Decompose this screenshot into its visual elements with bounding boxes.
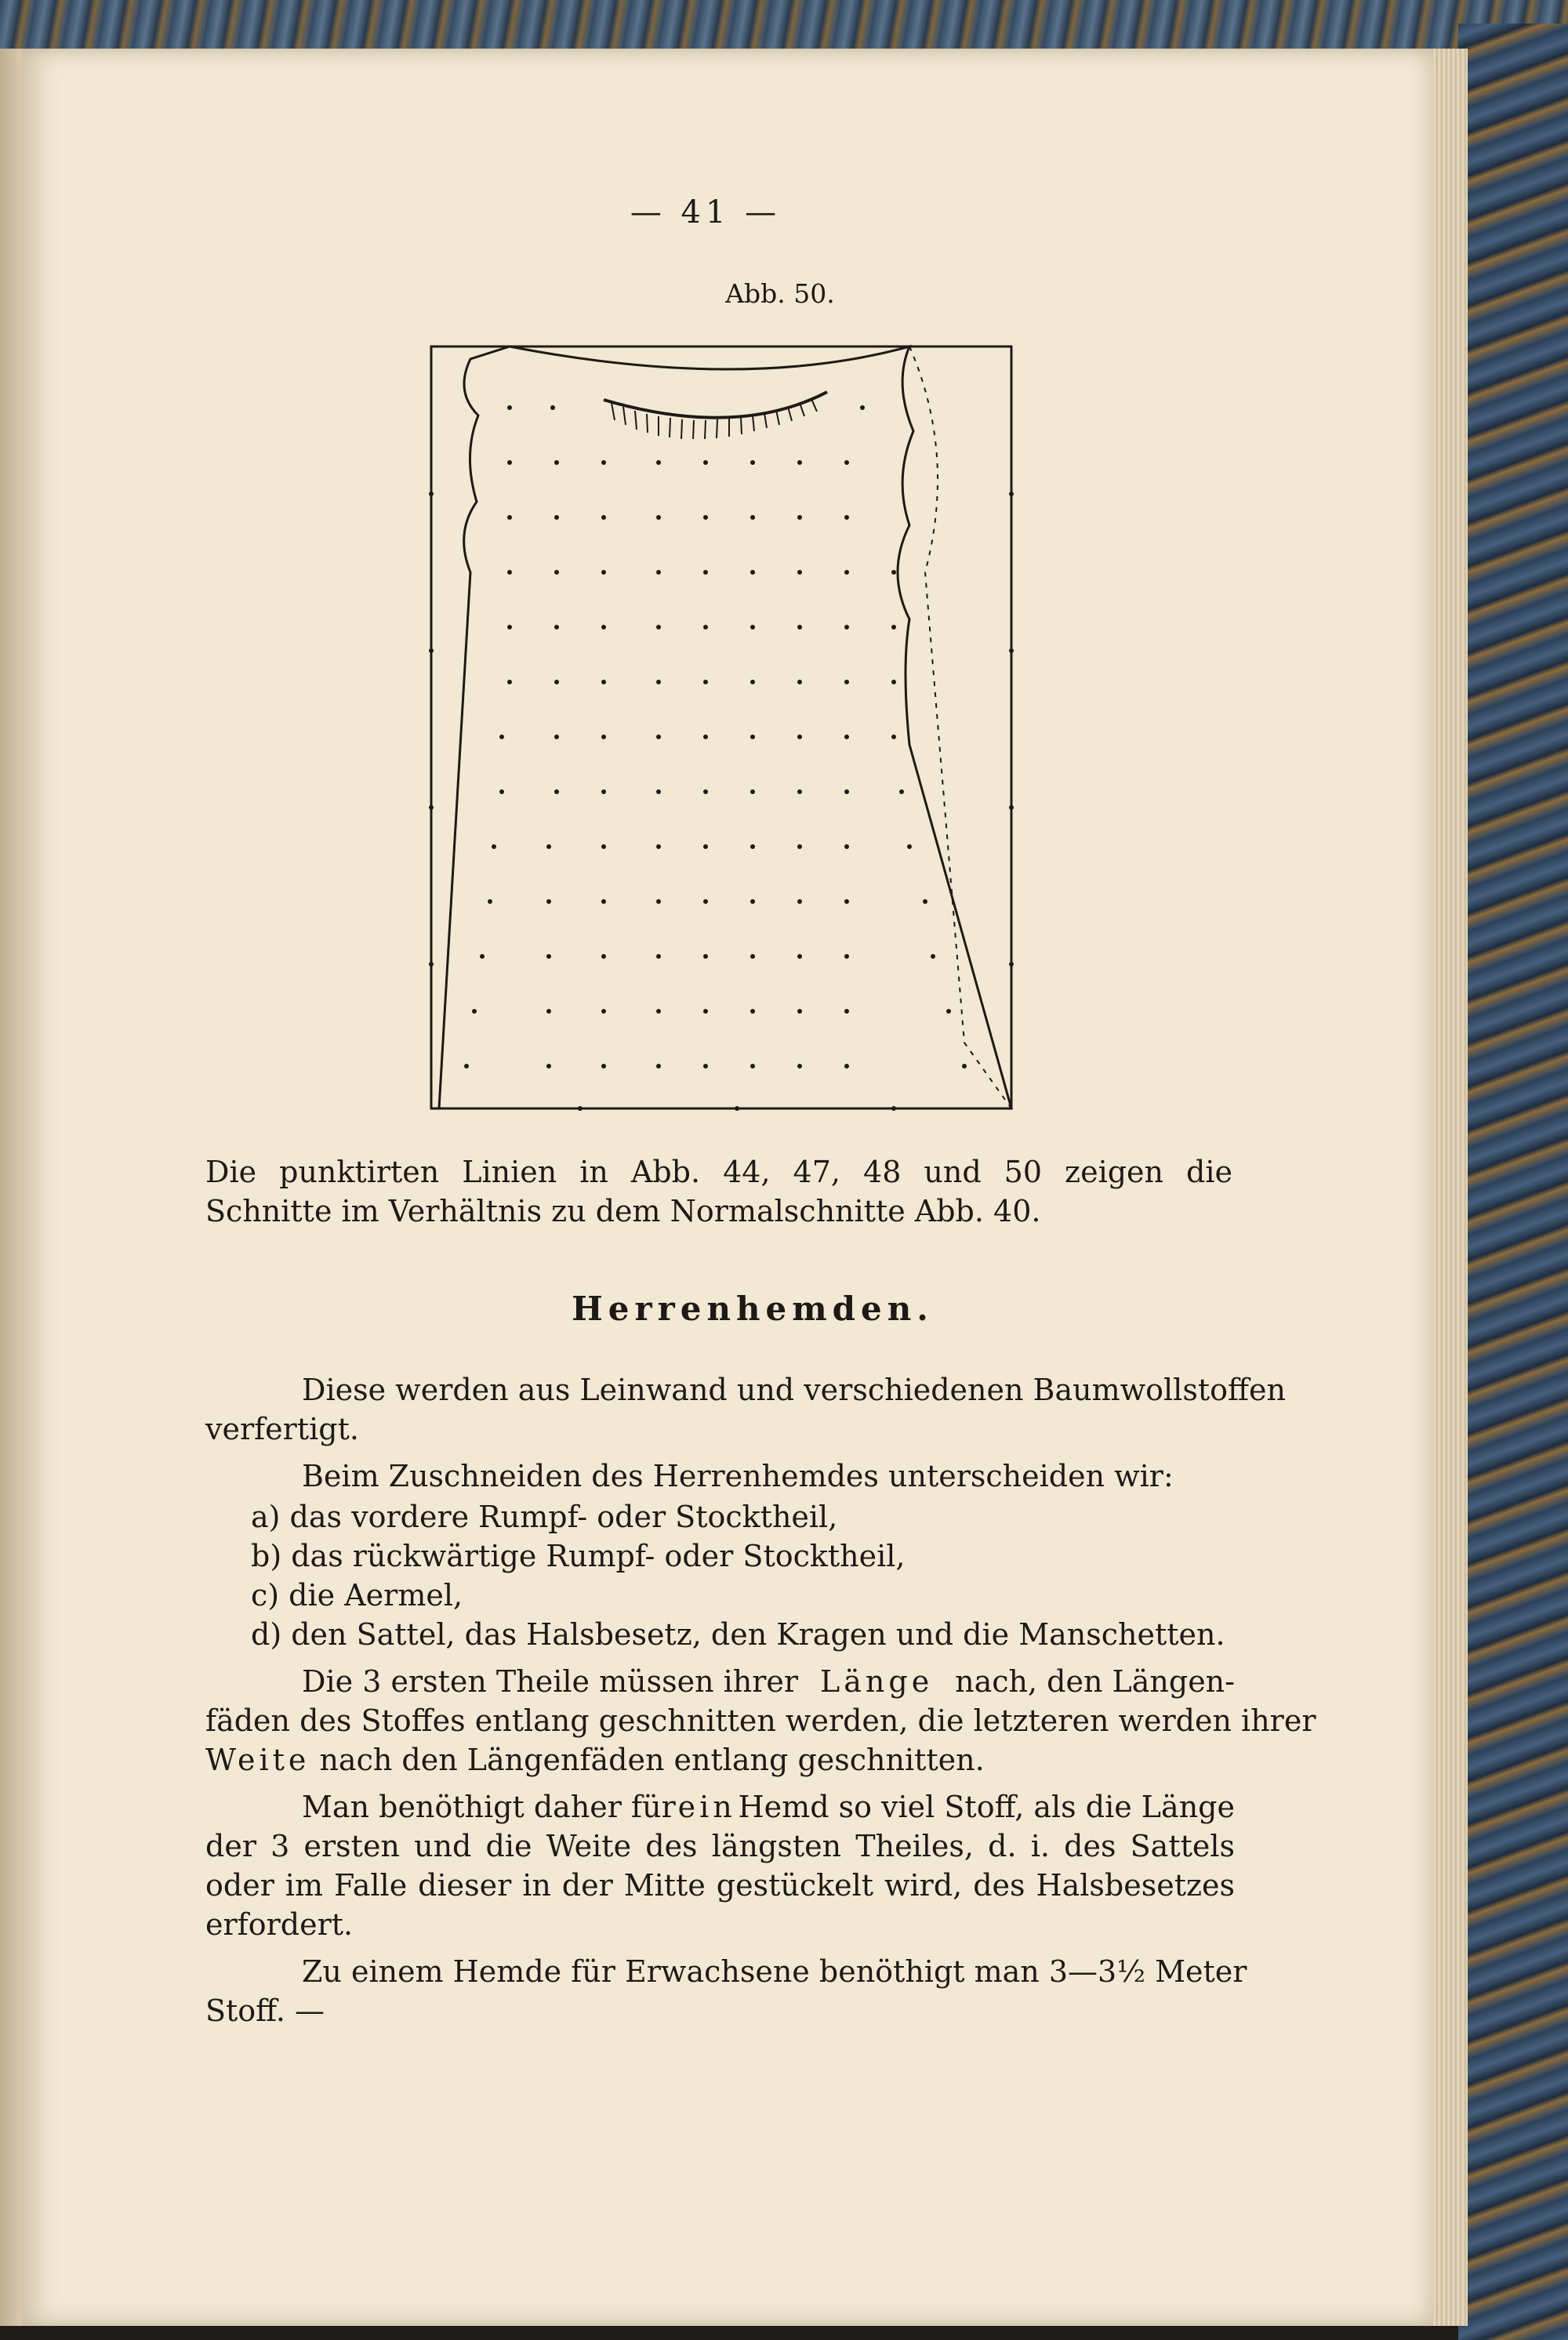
parts-line-3-end: nach den Längenfäden entlang geschnitten. bbox=[319, 1743, 985, 1777]
fabric-line-1-end: Hemd so viel Stoff, als die Länge bbox=[738, 1790, 1235, 1824]
emphasis-laenge: Länge bbox=[820, 1664, 934, 1699]
list-item-d: d) den Sattel, das Halsbesetz, den Kragen und die Manschetten. bbox=[251, 1617, 1225, 1652]
emphasis-ein: ein bbox=[677, 1790, 736, 1824]
parts-paragraph-line-3 bbox=[205, 1740, 985, 1779]
intro-line-2: verfertigt. bbox=[205, 1412, 359, 1446]
dashed-cut-line bbox=[909, 346, 1011, 1108]
shirt-pattern-figure bbox=[423, 337, 1035, 1121]
adult-fabric-line-2: Stoff. — bbox=[205, 1994, 325, 2028]
neckline-curve bbox=[604, 392, 827, 418]
list-item-c: c) die Aermel, bbox=[251, 1578, 463, 1613]
pattern-frame bbox=[431, 346, 1011, 1108]
intro-line-1: Diese werden aus Leinwand und verschiedenen Baumwollstoffen bbox=[302, 1373, 1286, 1407]
section-title: Herrenhemden. bbox=[572, 1290, 934, 1328]
list-item-b: b) das rückwärtige Rumpf- oder Stocktheil, bbox=[251, 1539, 906, 1573]
book-cover-top bbox=[0, 0, 1568, 53]
fabric-paragraph-line-2: der 3 ersten und die Weite des längsten Theiles, d. i. des Sattels bbox=[205, 1829, 1235, 1863]
fabric-paragraph-line-3: oder im Falle dieser in der Mitte gestückelt wird, des Halsbesetzes bbox=[205, 1868, 1235, 1903]
pattern-outline bbox=[439, 346, 1011, 1108]
adult-fabric-line-1: Zu einem Hemde für Erwachsene benöthigt man 3—3½ Meter bbox=[302, 1954, 1247, 1989]
figure-caption-line-1: Die punktirten Linien in Abb. 44, 47, 48 und 50 zeigen die bbox=[205, 1155, 1232, 1189]
fabric-line-1-start: Man benöthigt daher für bbox=[302, 1790, 676, 1824]
figure-label: Abb. 50. bbox=[725, 278, 835, 309]
page-number: — 41 — bbox=[630, 194, 782, 230]
cutting-intro: Beim Zuschneiden des Herrenhemdes unterscheiden wir: bbox=[302, 1459, 1174, 1493]
book-cover-marbled bbox=[1458, 24, 1568, 2340]
emphasis-weite: Weite bbox=[205, 1743, 310, 1777]
parts-line-1-end: nach, den Längen- bbox=[955, 1664, 1235, 1699]
parts-paragraph-line-1 bbox=[302, 1662, 1235, 1701]
list-item-a: a) das vordere Rumpf- oder Stocktheil, bbox=[251, 1500, 838, 1534]
fabric-paragraph-line-4: erfordert. bbox=[205, 1907, 354, 1942]
dot-grid bbox=[464, 405, 967, 1068]
figure-caption-line-2: Schnitte im Verhältnis zu dem Normalschnitte Abb. 40. bbox=[205, 1194, 1041, 1228]
fabric-paragraph-line-1 bbox=[302, 1787, 1235, 1827]
parts-line-1-start: Die 3 ersten Theile müssen ihrer bbox=[302, 1664, 799, 1699]
parts-paragraph-line-2: fäden des Stoffes entlang geschnitten werden, die letzteren werden ihrer bbox=[205, 1703, 1316, 1738]
